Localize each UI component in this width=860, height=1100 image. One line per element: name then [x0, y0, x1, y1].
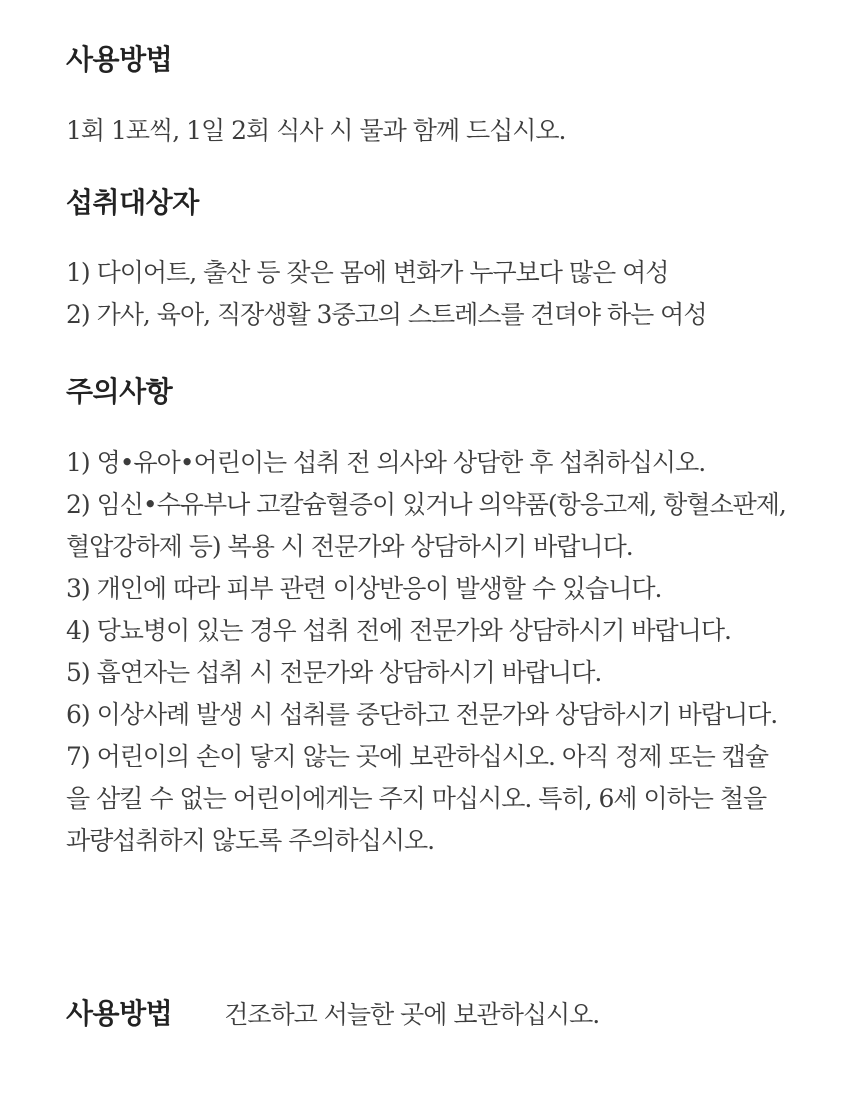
caution-item: 5) 흡연자는 섭취 시 전문가와 상담하시기 바랍니다. — [66, 658, 602, 687]
storage-section — [66, 994, 599, 1036]
usage-text: 1회 1포씩, 1일 2회 식사 시 물과 함께 드십시오. — [66, 116, 566, 145]
caution-item: 2) 임신•수유부나 고칼슘혈증이 있거나 의약품(항응고제, 항혈소판제, 혈압강하제 등) 복용 시 전문가와 상담하시기 바랍니다. — [66, 490, 786, 561]
target-item: 1) 다이어트, 출산 등 잦은 몸에 변화가 누구보다 많은 여성 — [66, 258, 669, 287]
caution-item: 3) 개인에 따라 피부 관련 이상반응이 발생할 수 있습니다. — [66, 574, 662, 603]
caution-heading: 주의사항 — [66, 375, 173, 408]
target-heading: 섭취대상자 — [66, 186, 199, 219]
storage-text: 건조하고 서늘한 곳에 보관하십시오. — [224, 1000, 600, 1029]
caution-list — [66, 442, 786, 862]
caution-item: 7) 어린이의 손이 닿지 않는 곳에 보관하십시오. 아직 정제 또는 캡슐을 삼킬 수 없는 어린이에게는 주지 마십시오. 특히, 6세 이하는 철을 과량섭취하지 않도록 주의하십시오. — [66, 742, 768, 855]
caution-item: 6) 이상사례 발생 시 섭취를 중단하고 전문가와 상담하시기 바랍니다. — [66, 700, 778, 729]
usage-heading: 사용방법 — [66, 43, 173, 76]
target-list — [66, 252, 707, 336]
caution-item: 1) 영•유아•어린이는 섭취 전 의사와 상담한 후 섭취하십시오. — [66, 448, 706, 477]
target-item: 2) 가사, 육아, 직장생활 3중고의 스트레스를 견뎌야 하는 여성 — [66, 300, 707, 329]
storage-heading: 사용방법 — [66, 997, 173, 1030]
caution-item: 4) 당뇨병이 있는 경우 섭취 전에 전문가와 상담하시기 바랍니다. — [66, 616, 731, 645]
